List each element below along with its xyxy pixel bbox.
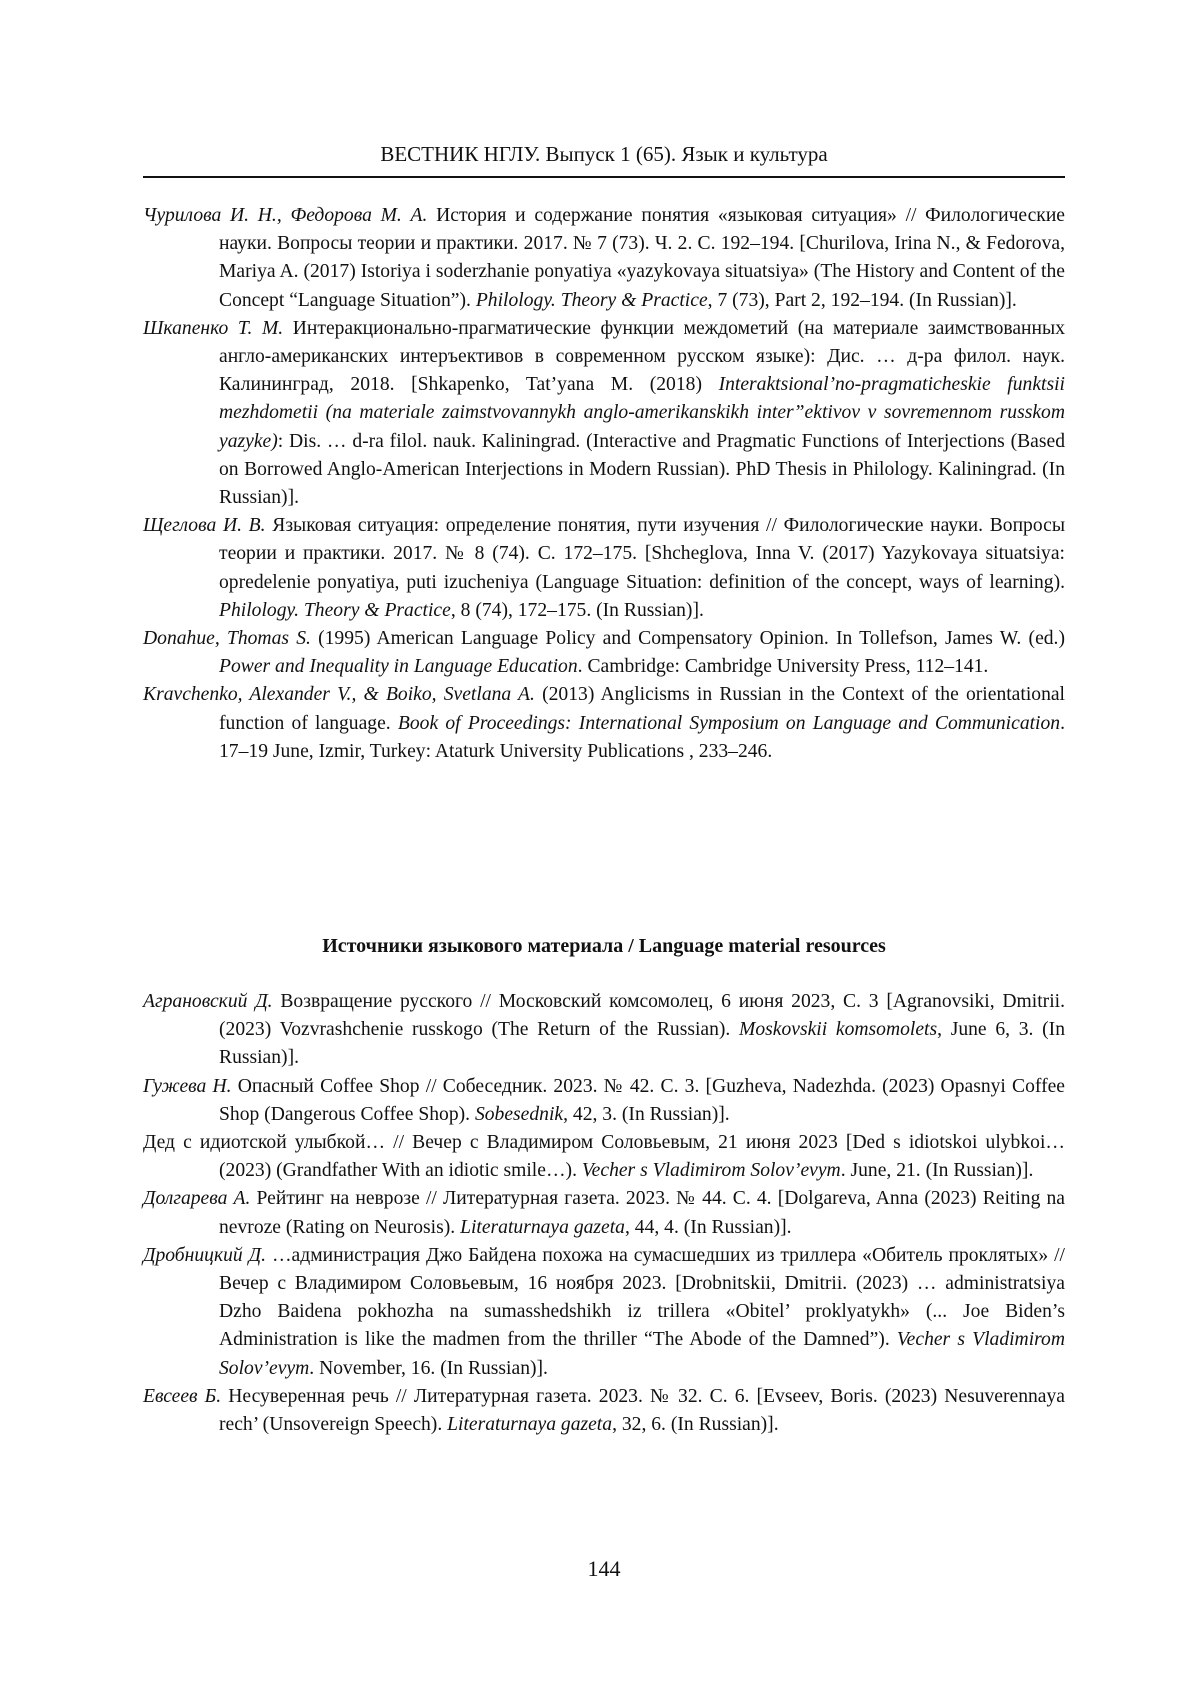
source-title: Literaturnaya gazeta [460,1217,625,1238]
reference-title: Interaktsional’no-pragmaticheskie funktsii mezhdometii (na materiale zaimstvovannykh anglo-amerikanskikh inter”ektivov v sovremennom russkom yazyke) [219,374,1065,451]
reference-entry [143,202,1065,315]
source-text: . November, 16. (In Russian)]. [309,1358,548,1379]
reference-text: (1995) American Language Policy and Compensatory Opinion. In Tollefson, James W. (ed.) [311,628,1065,649]
reference-entry [143,681,1065,766]
source-text: . June, 21. (In Russian)]. [841,1160,1034,1181]
reference-text: . 17–19 June, Izmir, Turkey: Ataturk University Publications , 233–246. [219,713,1065,762]
header-rule [143,176,1065,178]
running-header: ВЕСТНИК НГЛУ. Выпуск 1 (65). Язык и культура [143,140,1065,168]
source-author: Гужева Н. [143,1076,232,1097]
source-text: Несуверенная речь // Литературная газета. 2023. № 32. С. 6. [Evseev, Boris. (2023) Nesuverennaya rech’ (Unsovereign Speech). [219,1386,1065,1435]
source-entry [143,1073,1065,1129]
source-text: , June 6, 3. (In Russian)]. [219,1019,1065,1068]
source-entry [143,1383,1065,1439]
reference-journal: Philology. Theory & Practice [219,600,451,621]
source-text: , 44, 4. (In Russian)]. [625,1217,792,1238]
reference-title: Book of Proceedings: International Symposium on Language and Communication [398,713,1060,734]
source-title: Vecher s Vladimirom Solov’evym [582,1160,841,1181]
reference-title: Power and Inequality in Language Education [219,656,578,677]
source-entry [143,1242,1065,1383]
page-number: 144 [143,1555,1065,1583]
source-title: Literaturnaya gazeta [447,1414,612,1435]
reference-author: Щеглова И. В. [143,515,266,536]
source-author: Евсеев Б. [143,1386,221,1407]
section-heading: Источники языкового материала / Language material resources [143,932,1065,960]
source-text: , 32, 6. (In Russian)]. [612,1414,779,1435]
reference-author: Шкапенко Т. М. [143,318,283,339]
reference-author: Donahue, Thomas S. [143,628,311,649]
source-author: Долгарева А. [143,1188,250,1209]
reference-text: : Dis. … d-ra filol. nauk. Kaliningrad. (Interactive and Pragmatic Functions of Interjections (Based on Borrowed Anglo-American Interjections in Modern Russian). PhD Thesis in Philology. Kaliningrad. (In Russian)]. [219,431,1065,508]
source-text: Опасный Coffee Shop // Собеседник. 2023. № 42. С. 3. [Guzheva, Nadezhda. (2023) Opasnyi Coffee Shop (Dangerous Coffee Shop). [219,1076,1065,1125]
source-text: …администрация Джо Байдена похожа на сумасшедших из триллера «Обитель проклятых» // Вечер с Владимиром Соловьевым, 16 ноября 2023. [Drobnitskii, Dmitrii. (2023) … administratsiya Dzho Baidena pokhozha na sumasshedshikh iz trillera «Obitel’ proklyatykh» (... Joe Biden’s Administration is like the madmen from the thriller “The Abode of the Damned”). [219,1245,1065,1351]
reference-entry [143,625,1065,681]
source-title: Vecher s Vladimirom Solov’evym [219,1329,1065,1378]
source-text: , 42, 3. (In Russian)]. [563,1104,730,1125]
reference-entry [143,315,1065,512]
source-author: Аграновский Д. [143,991,273,1012]
source-text: Возвращение русского // Московский комсомолец, 6 июня 2023, С. 3 [Agranovsiki, Dmitrii. (2023) Vozvrashchenie russkogo (The Return of the Russian). [219,991,1065,1040]
source-title: Moskovskii komsomolets [739,1019,937,1040]
reference-author: Kravchenko, Alexander V., & Boiko, Svetlana A. [143,684,535,705]
reference-text: , 8 (74), 172–175. (In Russian)]. [451,600,704,621]
reference-entry [143,512,1065,625]
source-author: Дробницкий Д. [143,1245,266,1266]
reference-text: Интеракционально-прагматические функции междометий (на материале заимствованных англо-американских интеръективов в современном русском языке): Дис. … д-ра филол. наук. Калининград, 2018. [Shkapenko, Tat’yana M. (2018) [219,318,1065,395]
reference-text: . Cambridge: Cambridge University Press, 112–141. [578,656,989,677]
reference-text: , 7 (73), Part 2, 192–194. (In Russian)]. [708,290,1017,311]
source-entry [143,1185,1065,1241]
reference-text: История и содержание понятия «языковая ситуация» // Филологические науки. Вопросы теории и практики. 2017. № 7 (73). Ч. 2. С. 192–194. [Churilova, Irina N., & Fedorova, Mariya A. (2017) Istoriya i soderzhanie ponyatiya «yazykovaya situatsiya» (The History and Content of the Concept “Language Situation”). [219,205,1065,311]
source-text: Дед с идиотской улыбкой… // Вечер с Владимиром Соловьевым, 21 июня 2023 [Ded s idiotskoi ulybkoi… (2023) (Grandfather With an idiotic smile…). [143,1132,1065,1181]
reference-author: Чурилова И. Н., Федорова М. А. [143,205,427,226]
source-entry [143,1129,1065,1185]
source-text: Рейтинг на неврозе // Литературная газета. 2023. № 44. С. 4. [Dolgareva, Anna (2023) Reiting na nevroze (Rating on Neurosis). [219,1188,1065,1237]
source-list [143,988,1065,1439]
source-title: Sobesednik [475,1104,563,1125]
reference-journal: Philology. Theory & Practice [476,290,708,311]
source-entry [143,988,1065,1073]
reference-text: Языковая ситуация: определение понятия, пути изучения // Филологические науки. Вопросы теории и практики. 2017. № 8 (74). С. 172–175. [Shcheglova, Inna V. (2017) Yazykovaya situatsiya: opredelenie ponyatiya, puti izucheniya (Language Situation: definition of the concept, ways of learning). [219,515,1065,592]
reference-list [143,202,1065,766]
reference-text: (2013) Anglicisms in Russian in the Context of the orientational function of language. [219,684,1065,733]
